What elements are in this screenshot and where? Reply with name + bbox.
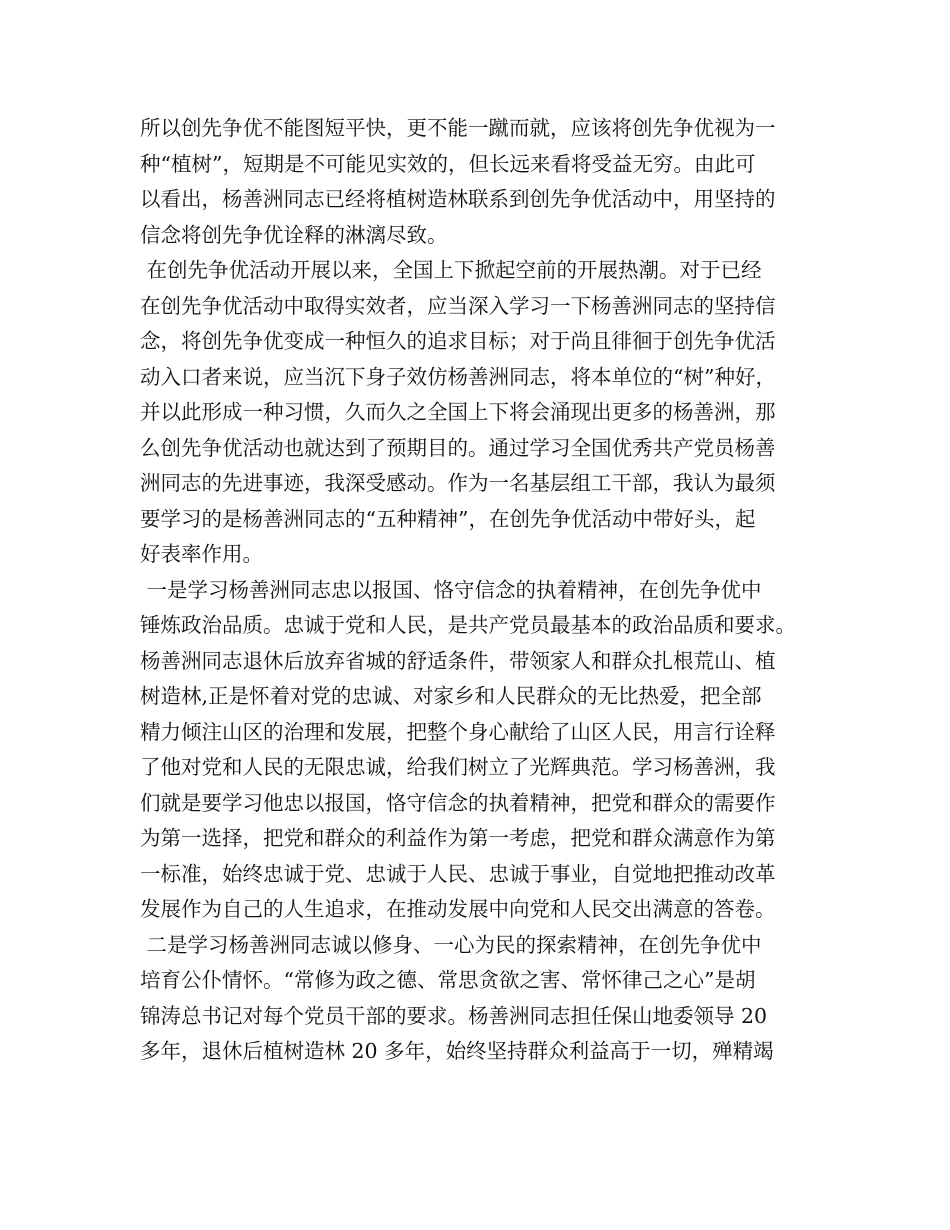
text-line: 念，将创先争优变成一种恒久的追求目标；对于尚且徘徊于创先争优活 xyxy=(140,329,776,353)
text-line: 种“植树”，短期是不可能见实效的，但长远来看将受益无穷。由此可 xyxy=(140,151,756,176)
text-line: 在创先争优活动中取得实效者，应当深入学习一下杨善洲同志的坚持信 xyxy=(140,293,776,318)
text-line: 在创先争优活动开展以来，全国上下掀起空前的开展热潮。对于已经 xyxy=(140,258,762,282)
text-line: 二是学习杨善洲同志诚以修身、一心为民的探索精神，在创先争优中 xyxy=(140,932,762,957)
text-line: 并以此形成一种习惯，久而久之全国上下将会涌现出更多的杨善洲，那 xyxy=(140,400,776,424)
text-line: 锦涛总书记对每个党员干部的要求。杨善洲同志担任保山地委领导 20 xyxy=(140,1003,768,1028)
text-line: 所以创先争优不能图短平快，更不能一蹴而就，应该将创先争优视为一 xyxy=(140,116,776,140)
text-line: 动入口者来说，应当沉下身子效仿杨善洲同志，将本单位的“树”种好， xyxy=(140,364,776,389)
text-line: 以看出，杨善洲同志已经将植树造林联系到创先争优活动中，用坚持的 xyxy=(140,187,776,211)
text-line: 们就是要学习他忠以报国，恪守信念的执着精神，把党和群众的需要作 xyxy=(140,790,776,815)
text-line: 锤炼政治品质。忠诚于党和人民，是共产党员最基本的政治品质和要求。 xyxy=(140,613,796,637)
text-line: 一是学习杨善洲同志忠以报国、恪守信念的执着精神，在创先争优中 xyxy=(140,577,762,602)
text-line: 发展作为自己的人生追求，在推动发展中向党和人民交出满意的答卷。 xyxy=(140,897,776,921)
text-line: 精力倾注山区的治理和发展，把整个身心献给了山区人民，用言行诠释 xyxy=(140,719,776,744)
text-line: 杨善洲同志退休后放弃省城的舒适条件，带领家人和群众扎根荒山、植 xyxy=(140,648,776,673)
body-text xyxy=(140,111,830,1070)
text-line: 了他对党和人民的无限忠诚，给我们树立了光辉典范。学习杨善洲，我 xyxy=(140,755,776,779)
text-line: 要学习的是杨善洲同志的“五种精神”，在创先争优活动中带好头，起 xyxy=(140,506,756,531)
text-line: 洲同志的先进事迹，我深受感动。作为一名基层组工干部，我认为最须 xyxy=(140,471,776,495)
text-line: 为第一选择，把党和群众的利益作为第一考虑，把党和群众满意作为第 xyxy=(140,826,776,850)
text-line: 培育公仆情怀。“常修为政之德、常思贪欲之害、常怀律己之心”是胡 xyxy=(140,968,756,992)
text-line: 多年，退休后植树造林 20 多年，始终坚持群众利益高于一切，殚精竭 xyxy=(140,1039,774,1063)
text-line: 么创先争优活动也就达到了预期目的。通过学习全国优秀共产党员杨善 xyxy=(140,435,776,460)
text-line: 好表率作用。 xyxy=(140,542,263,566)
text-line: 一标准，始终忠诚于党、忠诚于人民、忠诚于事业，自觉地把推动改革 xyxy=(140,861,776,886)
text-line: 树造林,正是怀着对党的忠诚、对家乡和人民群众的无比热爱，把全部 xyxy=(140,684,762,708)
text-line: 信念将创先争优诠释的淋漓尽致。 xyxy=(140,222,448,247)
